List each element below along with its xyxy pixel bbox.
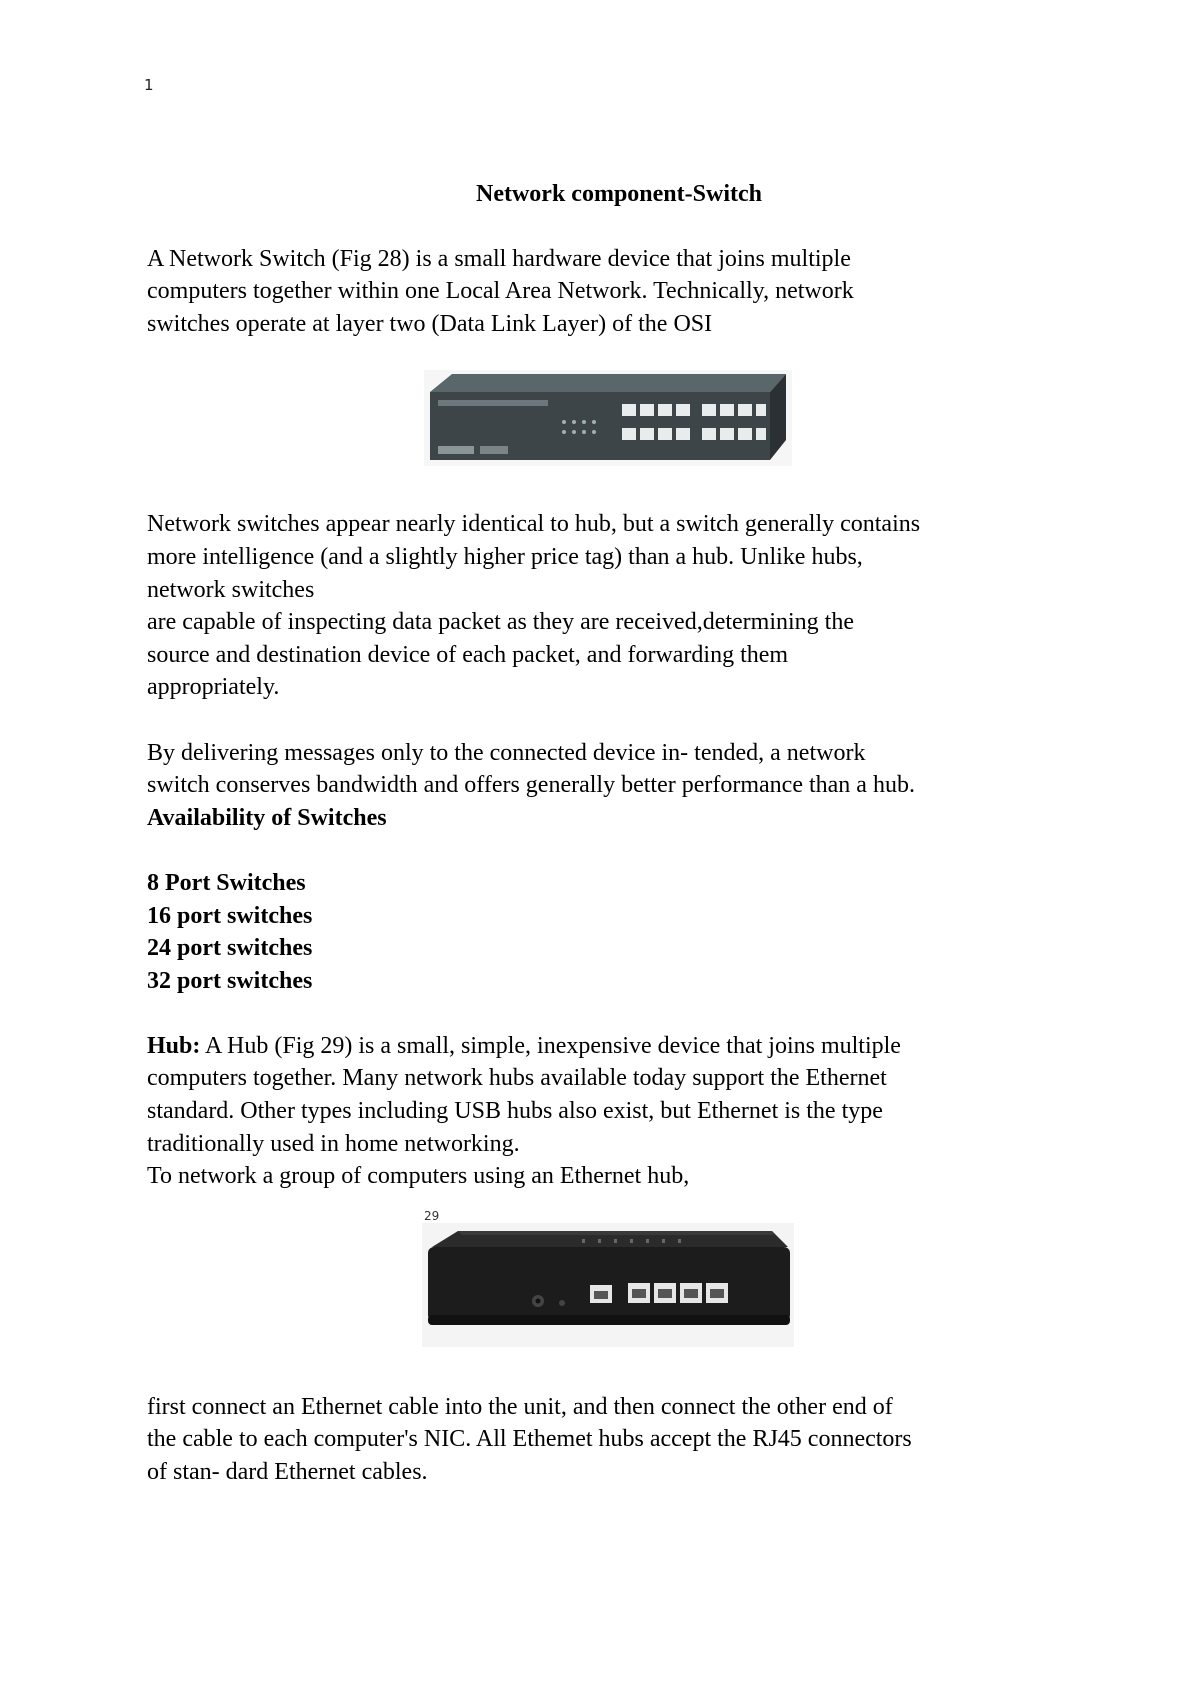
list-item: 8 Port Switches [147, 869, 306, 896]
document-body [147, 178, 1077, 1489]
text-line: network switches [147, 576, 315, 603]
switch-intro-paragraph [147, 243, 1077, 341]
ethernet-hub-figure [422, 1223, 794, 1347]
text-line: computers together within one Local Area Network. Technically, network [147, 278, 854, 305]
list-item: 24 port switches [147, 935, 313, 962]
text-line: the cable to each computer's NIC. All Ethemet hubs accept the RJ45 connectors [147, 1426, 912, 1453]
text-line: traditionally used in home networking. [147, 1130, 520, 1157]
text-line: Network switches appear nearly identical to hub, but a switch generally contains [147, 511, 921, 538]
text-line: switches operate at layer two (Data Link Layer) of the OSI [147, 310, 713, 337]
text-line: of stan- dard Ethernet cables. [147, 1459, 428, 1486]
network-switch-figure [424, 370, 792, 466]
text-line: appropriately. [147, 674, 280, 701]
bandwidth-paragraph [147, 737, 1077, 802]
paragraph-gap [147, 704, 1077, 737]
text-line: more intelligence (and a slightly higher price tag) than a hub. Unlike hubs, [147, 543, 863, 570]
hub-figure-number: 29 [424, 1208, 440, 1223]
text-line: A Hub (Fig 29) is a small, simple, inexpensive device that joins multiple [200, 1032, 901, 1059]
page-title: Network component-Switch [476, 181, 762, 207]
paragraph-gap [147, 834, 1077, 867]
ethernet-hub-photo-icon [422, 1223, 794, 1347]
text-line: A Network Switch (Fig 28) is a small hardware device that joins multiple [147, 245, 851, 272]
text-line: computers together. Many network hubs available today support the Ethernet [147, 1065, 887, 1092]
network-switch-photo-icon [424, 370, 792, 466]
text-line: To network a group of computers using an Ethernet hub, [147, 1163, 690, 1190]
text-line: are capable of inspecting data packet as they are received,determining the [147, 609, 854, 636]
availability-heading: Availability of Switches [147, 804, 387, 831]
text-line: source and destination device of each packet, and forwarding them [147, 641, 789, 668]
list-item: 16 port switches [147, 902, 313, 929]
connection-paragraph [147, 1391, 1077, 1489]
text-line: By delivering messages only to the connected device in- tended, a network [147, 739, 866, 766]
text-line: standard. Other types including USB hubs also exist, but Ethernet is the type [147, 1098, 883, 1125]
list-item: 32 port switches [147, 967, 313, 994]
paragraph-gap [147, 997, 1077, 1030]
hub-paragraph [147, 1030, 1077, 1193]
switch-vs-hub-paragraph [147, 508, 1077, 704]
text-line: switch conserves bandwidth and offers generally better performance than a hub. [147, 772, 915, 799]
page-number: 1 [144, 76, 154, 94]
text-line: first connect an Ethernet cable into the unit, and then connect the other end of [147, 1393, 893, 1420]
hub-label: Hub: [147, 1032, 201, 1059]
switch-types-list [147, 867, 1077, 997]
